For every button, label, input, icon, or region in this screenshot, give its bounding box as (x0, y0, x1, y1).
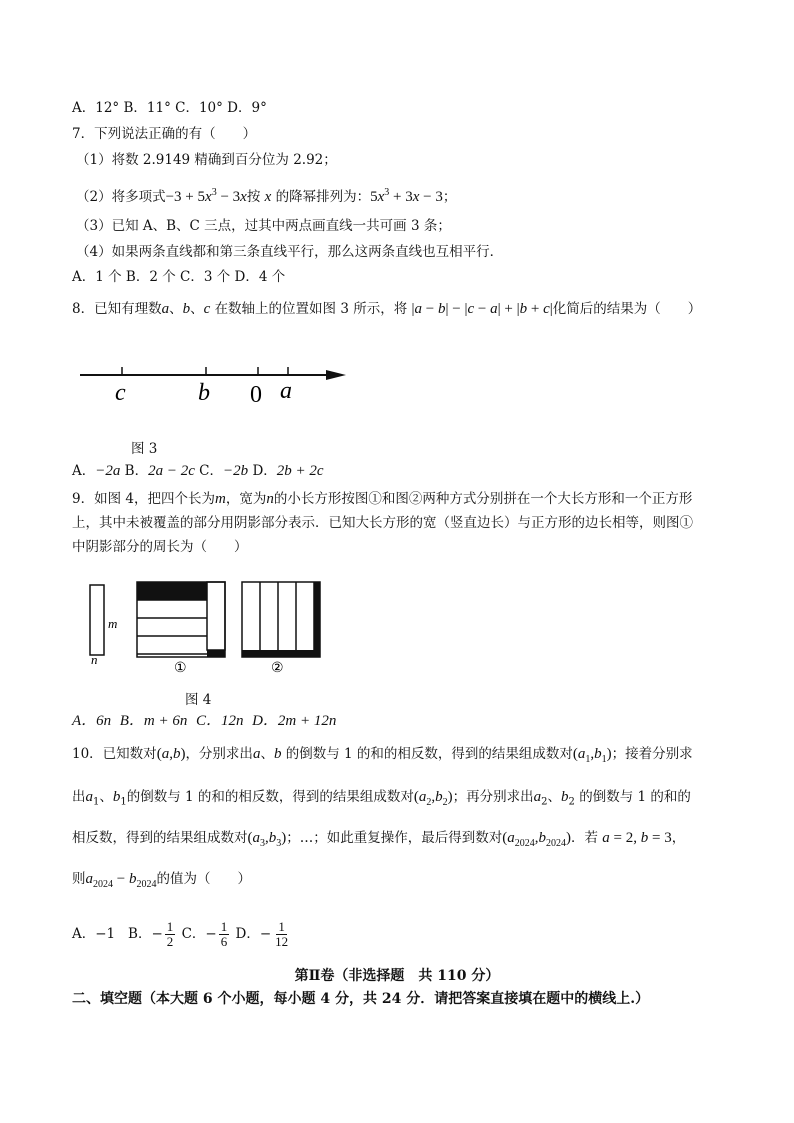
q7-s2-text-a: （2）将多项式 (76, 189, 166, 205)
section-2-title: 二、填空题（本大题 6 个小题，每小题 4 分，共 24 分．请把答案直接填在题中的横线上.） (72, 991, 650, 1007)
shaded-top (137, 582, 207, 600)
label-a: a (280, 378, 292, 404)
label-m: m (108, 616, 118, 631)
figure-3-caption: 图 3 (131, 441, 158, 457)
shaded-bottom-right (207, 650, 225, 657)
shaded-bottom (242, 650, 320, 657)
figure-4-caption: 图 4 (185, 692, 212, 708)
figure-4 (80, 578, 330, 678)
q10-line-2: 出$a_1$、$b_1$的倒数与 1 的和的相反数，得到的结果组成数对$(a_2,b_2)$；再分别求出$a_2$、$b_2$ 的倒数与 1 的和的 (72, 789, 691, 808)
q8-stem: 8．已知有理数a、b、c 在数轴上的位置如图 3 所示，将 |a − b| − |c − a| + |b + c|化简后的结果为（ ） (72, 301, 702, 317)
q8-stem-c: 化简后的结果为（ ） (552, 301, 702, 317)
label-n: n (91, 652, 98, 667)
q10-line-1: 10．已知数对(a,b)，分别求出a、b 的倒数与 1 的和的相反数，得到的结果组成数对$(a_1,b_1)$；接着分别求 (72, 746, 693, 765)
q7-stem: 7．下列说法正确的有（ ） (72, 126, 257, 142)
q7-options: A．1 个 B．2 个 C．3 个 D．4 个 (72, 269, 286, 285)
q9-line-3: 中阴影部分的周长为（ ） (72, 539, 248, 555)
q7-s2-text-d: ； (442, 189, 457, 205)
label-b: b (198, 380, 210, 406)
number-line-figure (78, 355, 353, 410)
q7-statement-2: （2）将多项式$-3 + 5x^3 - 3x$按 x 的降幂排列为：$5x^3 + 3x - 3$； (76, 187, 457, 205)
q7-s2-text-b: 按 (246, 189, 261, 205)
q7-s2-text-c: 的降幂排列为： (275, 189, 371, 205)
figure-1-large-rectangle (137, 582, 225, 657)
label-0: 0 (250, 382, 262, 408)
q10-options: A．−1 B．− $\frac{1}{2}$ C．− $\frac{1}{6}$ D．− $\frac{1}{12}$ (72, 919, 289, 949)
label-fig-2: ② (271, 661, 284, 676)
q7-statement-4: （4）如果两条直线都和第三条直线平行，那么这两条直线也互相平行． (76, 244, 504, 260)
q8-stem-b: 在数轴上的位置如图 3 所示，将 (214, 301, 408, 317)
q8-stem-a: 8．已知有理数 (72, 301, 162, 317)
label-c: c (115, 380, 126, 406)
q8-options: A．−2a B．2a − 2c C．−2b D．2b + 2c (72, 463, 324, 479)
label-fig-1: ① (174, 661, 187, 676)
q10-line-3: 相反数，得到的结果组成数对$(a_3,b_3)$；…；如此重复操作，最后得到数对$(a_{2024},b_{2024})$．若 a = 2, b = 3， (72, 830, 686, 849)
q9-options: A．6n B．m + 6n C．12n D．2m + 12n (72, 713, 337, 729)
q7-statement-3: （3）已知 A、B、C 三点，过其中两点画直线一共可画 3 条； (76, 218, 451, 234)
shaded-right (314, 582, 320, 650)
q7-statement-1: （1）将数 2.9149 精确到百分位为 2.92； (76, 152, 337, 168)
number-line-arrow (326, 370, 346, 380)
part-2-title: 第Ⅱ卷（非选择题 共 110 分） (294, 968, 500, 984)
small-rectangle (90, 585, 104, 655)
figure-2-square (242, 582, 320, 657)
q6-options: A．12° B．11° C．10° D．9° (72, 100, 267, 116)
q9-line-2: 上，其中未被覆盖的部分用阴影部分表示．已知大长方形的宽（竖直边长）与正方形的边长相等，则图① (72, 515, 693, 531)
q10-line-4: 则$a_{2024} - b_{2024}$的值为（ ） (72, 871, 251, 890)
q9-line-1: 9．如图 4，把四个长为m，宽为n的小长方形按图①和图②两种方式分别拼在一个大长方形和一个正方形 (72, 491, 693, 507)
